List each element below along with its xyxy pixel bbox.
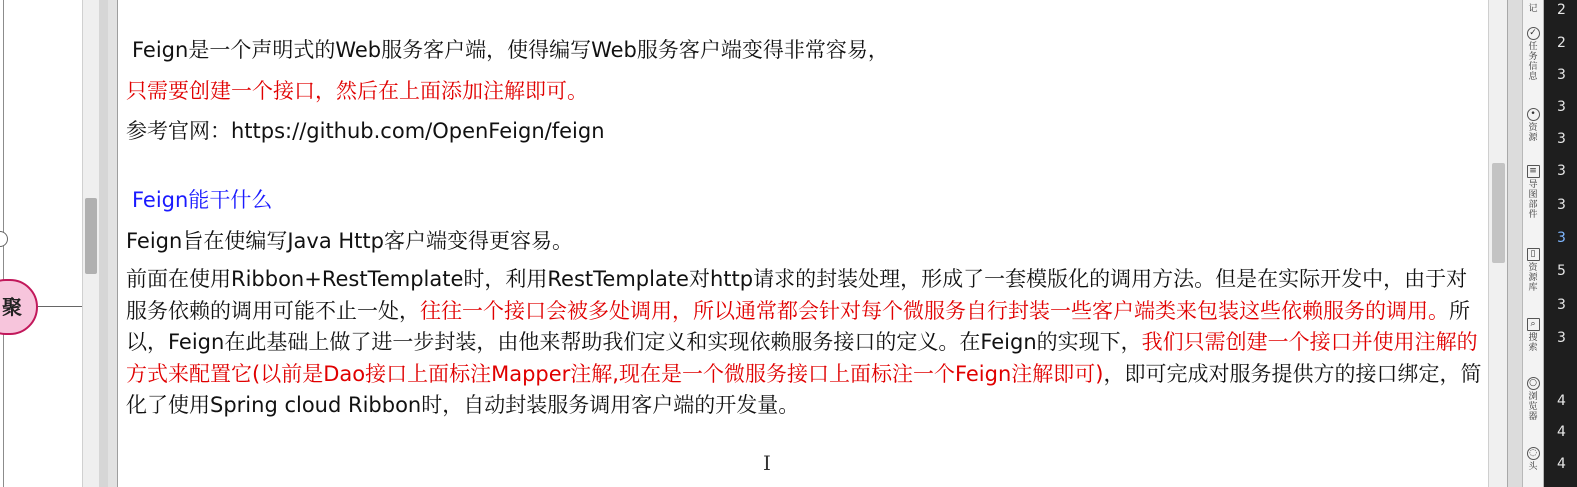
paragraph-2-highlight: 往往一个接口会被多处调用，所以通常都会针对每个微服务自行封装一些客户端类来包装这些依赖服务的调用。: [420, 298, 1449, 323]
mind-map-connector: [38, 306, 82, 307]
number-gutter: [1544, 0, 1577, 487]
library-icon: ▯: [1527, 248, 1540, 261]
tool-ideas-label: 头: [1528, 462, 1538, 472]
official-site-line: 参考官网：https://github.com/OpenFeign/feign: [126, 119, 605, 143]
bulb-icon: ◌: [1527, 447, 1540, 460]
paragraph-2-text: ，即可完成对服务提供方的接口绑定，简化了使用Spring cloud Ribbon时，自动封装服务调用客户端的开发量。: [126, 361, 1482, 417]
paragraph-2: [126, 264, 1484, 422]
tool-resource-label: 资源: [1528, 123, 1538, 143]
tool-notes-label: 记: [1528, 4, 1538, 14]
gutter-number: 3: [1557, 197, 1566, 213]
mind-map-canvas[interactable]: [0, 0, 83, 487]
tool-notes[interactable]: [1523, 2, 1543, 14]
collapse-toggle-icon[interactable]: [0, 231, 8, 247]
tool-strip: [1522, 0, 1544, 487]
tool-browser[interactable]: [1523, 377, 1543, 422]
search-icon: ⌕: [1527, 318, 1540, 331]
gutter-number: 3: [1557, 99, 1566, 115]
gutter-number: 3: [1557, 131, 1566, 147]
left-scrollbar-thumb[interactable]: [85, 198, 97, 274]
user-icon: •: [1527, 108, 1540, 121]
gutter-number: 5: [1557, 263, 1566, 279]
notes-panel-border: [108, 0, 118, 487]
outline-icon: ≡: [1527, 165, 1540, 178]
tool-task-info-label: 任务信息: [1528, 42, 1538, 82]
gutter-number: 3: [1557, 297, 1566, 313]
notes-panel[interactable]: [119, 0, 1488, 487]
left-panel-scrollbar[interactable]: [82, 0, 99, 487]
tool-library[interactable]: [1523, 248, 1543, 293]
paragraph-2-text: 前面在使用Ribbon+RestTemplate时，利用RestTemplate对http请求的封装处理，形成了一套模版化的调用方法。但是在实际开发中，由于对服务依赖的调用可能不止一处，: [126, 267, 1468, 323]
paragraph-2-text: 所以，Feign在此基础上做了进一步封装，由他来帮助我们定义和实现依赖服务接口的定义。在Feign的实现下，: [126, 298, 1470, 354]
gutter-number: 4: [1557, 424, 1566, 440]
tool-search[interactable]: [1523, 318, 1543, 353]
intro-line-2: 只需要创建一个接口，然后在上面添加注解即可。: [126, 79, 588, 103]
panel-divider[interactable]: [99, 0, 108, 487]
side-panel-edge: [1507, 0, 1523, 487]
tool-ideas[interactable]: [1523, 447, 1543, 472]
tool-resource[interactable]: [1523, 108, 1543, 143]
paragraph-1: Feign旨在使编写Java Http客户端变得更容易。: [126, 229, 573, 253]
tool-task-info[interactable]: [1523, 27, 1543, 82]
notes-scrollbar[interactable]: [1488, 0, 1507, 487]
gutter-number: 3: [1557, 330, 1566, 346]
section-heading: Feign能干什么: [132, 188, 273, 212]
tool-browser-label: 浏览器: [1528, 392, 1538, 422]
tool-outline[interactable]: [1523, 165, 1543, 220]
text-cursor-icon: I: [763, 451, 771, 475]
gutter-number: 3: [1557, 67, 1566, 83]
paragraph-2-highlight: 我们只需创建一个接口并使用注解的方式来配置它(以前是Dao接口上面标注Mapper注解,现在是一个微服务接口上面标注一个Feign注解即可): [126, 330, 1478, 386]
notes-scrollbar-thumb[interactable]: [1492, 163, 1505, 263]
gutter-number: 3: [1557, 230, 1566, 246]
task-icon: ✓: [1527, 27, 1540, 40]
mind-map-node[interactable]: 聚: [0, 279, 38, 335]
gutter-number: 2: [1557, 2, 1566, 18]
gutter-number: 4: [1557, 456, 1566, 472]
browse-icon: ○: [1527, 377, 1540, 390]
gutter-number: 2: [1557, 35, 1566, 51]
intro-line-1: Feign是一个声明式的Web服务客户端，使得编写Web服务客户端变得非常容易，: [132, 38, 889, 62]
gutter-number: 3: [1557, 163, 1566, 179]
tool-search-label: 搜索: [1528, 333, 1538, 353]
tool-outline-label: 导图部件: [1528, 180, 1538, 220]
tool-library-label: 资源库: [1528, 263, 1538, 293]
gutter-number: 4: [1557, 393, 1566, 409]
